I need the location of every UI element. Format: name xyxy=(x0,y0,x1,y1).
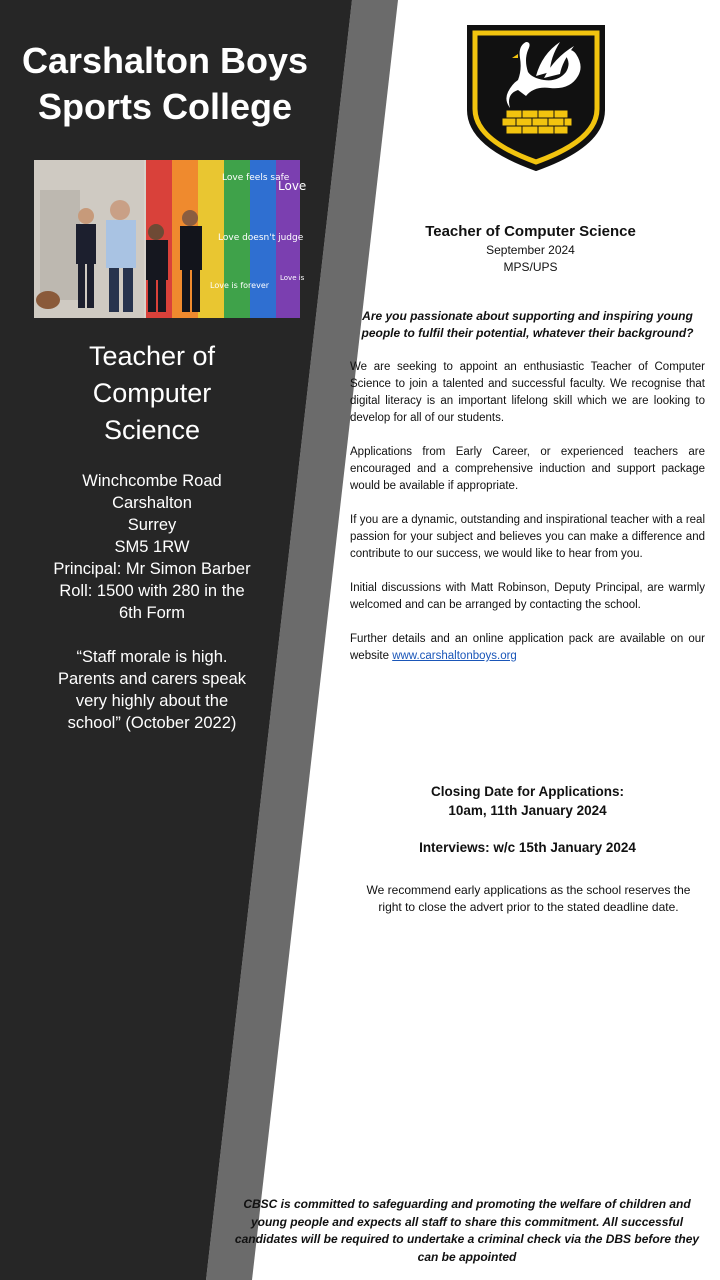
quote-line: very highly about the xyxy=(75,692,229,710)
school-photo xyxy=(34,160,307,318)
address-line: SM5 1RW xyxy=(114,538,190,556)
closing-label: Closing Date for Applications: xyxy=(430,784,624,799)
wall-text-4: Love is forever xyxy=(210,281,270,290)
school-name xyxy=(10,38,320,130)
quote-line: “Staff morale is high. xyxy=(76,648,228,666)
further-details-text: Further details and an online application pack are available on our website xyxy=(350,633,705,662)
ofsted-quote xyxy=(40,646,264,734)
wall-text-1: Love feels safe xyxy=(222,173,290,183)
left-job-title xyxy=(40,338,264,449)
start-date: September 2024 xyxy=(486,243,575,257)
wall-text-2: Love xyxy=(278,179,307,193)
further-details-paragraph xyxy=(350,631,705,665)
discussions-paragraph: Initial discussions with Matt Robinson, Deputy Principal, are warmly welcomed and can be arranged by contacting the school. xyxy=(350,582,705,611)
roll-line-2: 6th Form xyxy=(118,604,186,622)
early-application-note: We recommend early applications as the school reserves the right to close the advert prior to the stated deadline date. xyxy=(366,883,691,914)
school-address xyxy=(40,470,264,624)
address-line: Carshalton xyxy=(112,494,192,512)
left-job-title-line-3: Science xyxy=(103,415,201,445)
website-link[interactable]: www.carshaltonboys.org xyxy=(392,650,517,662)
address-line: Winchcombe Road xyxy=(82,472,222,490)
school-name-line-2: Sports College xyxy=(37,86,293,127)
left-job-title-line-1: Teacher of xyxy=(88,341,216,371)
wall-text-5: Love is xyxy=(280,274,305,282)
left-panel xyxy=(0,0,330,1280)
quote-line: Parents and carers speak xyxy=(57,670,247,688)
closing-info xyxy=(350,782,705,857)
closing-date: 10am, 11th January 2024 xyxy=(448,803,607,818)
pay-scale: MPS/UPS xyxy=(503,260,558,274)
intro-question: Are you passionate about supporting and inspiring young people to fulfil their potential, whatever their background? xyxy=(361,309,694,340)
left-job-title-line-2: Computer xyxy=(92,378,212,408)
wall-text-3: Love doesn't judge xyxy=(218,233,304,243)
principal-line: Principal: Mr Simon Barber xyxy=(53,560,251,578)
job-details xyxy=(350,222,705,665)
school-name-line-1: Carshalton Boys xyxy=(21,40,309,81)
interview-date: Interviews: w/c 15th January 2024 xyxy=(419,840,636,855)
address-line: Surrey xyxy=(127,516,177,534)
description-paragraph: We are seeking to appoint an enthusiastic Teacher of Computer Science to join a talented and successful faculty. We recognise that digital literacy is an important lifelong skill which we are looking to develop for all of our students. xyxy=(350,361,705,424)
swan-crest-icon xyxy=(466,24,606,172)
roll-line: Roll: 1500 with 280 in the xyxy=(59,582,245,600)
passion-paragraph: If you are a dynamic, outstanding and inspirational teacher with a real passion for your subject and believes you can make a difference and contribute to our success, we would like to hear from you. xyxy=(350,514,705,560)
role-title: Teacher of Computer Science xyxy=(425,223,636,240)
quote-line: school” (October 2022) xyxy=(67,714,237,732)
safeguarding-statement: CBSC is committed to safeguarding and promoting the welfare of children and young people and expects all staff to share this commitment. All successful candidates will be required to undertake a criminal check via the DBS before they can be appointed xyxy=(234,1197,700,1264)
applications-paragraph: Applications from Early Career, or experienced teachers are encouraged and a comprehensive induction and support package would be available if appropriate. xyxy=(350,446,705,492)
